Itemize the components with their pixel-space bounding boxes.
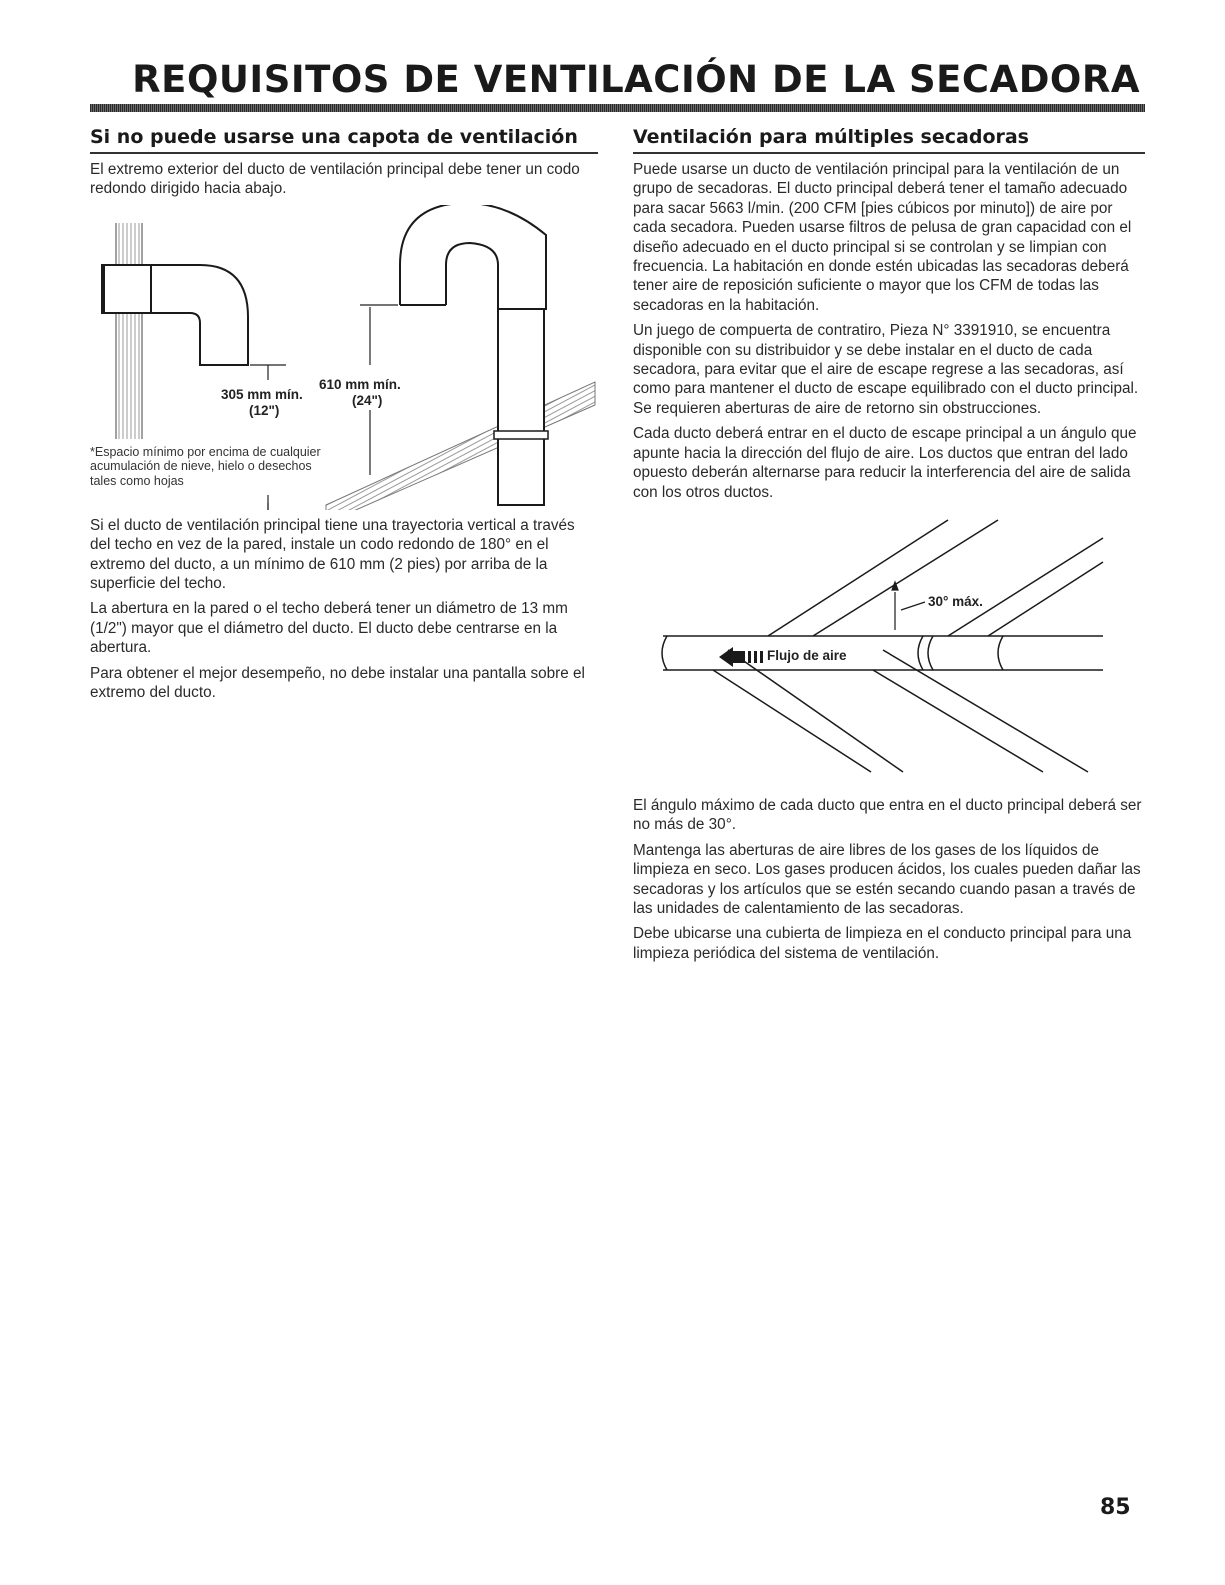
label-610-mm: 610 mm mín. xyxy=(319,376,401,392)
left-paragraph-1: Si el ducto de ventilación principal tiene una trayectoria vertical a través del techo en vez de la pared, instale un codo redondo de 180° en el extremo del ducto, a un mínimo de 610 mm (2 pies) por arriba de la superficie del techo. xyxy=(90,516,575,593)
left-paragraph-3: Para obtener el mejor desempeño, no debe instalar una pantalla sobre el extremo del ducto. xyxy=(90,664,585,702)
page-title: REQUISITOS DE VENTILACIÓN DE LA SECADORA xyxy=(132,58,1140,101)
title-rule xyxy=(90,104,1145,112)
right-paragraph-4: El ángulo máximo de cada ducto que entra en el ducto principal deberá ser no más de 30°. xyxy=(633,796,1142,834)
angle-label: 30° máx. xyxy=(928,593,983,609)
left-paragraph-2: La abertura en la pared o el techo deberá tener un diámetro de 13 mm (1/2") mayor que el diámetro del ducto. El ducto debe centrarse en la abertura. xyxy=(90,600,568,657)
left-intro: El extremo exterior del ducto de ventilación principal debe tener un codo redondo dirigido hacia abajo. xyxy=(90,161,580,198)
section-heading-multiple-dryers: Ventilación para múltiples secadoras xyxy=(633,126,1145,154)
section-heading-no-hood: Si no puede usarse una capota de ventilación xyxy=(90,126,598,154)
page-number: 85 xyxy=(1100,1495,1131,1520)
clearance-note: *Espacio mínimo por encima de cualquier acumulación de nieve, hielo o desechos tales como hojas xyxy=(90,444,321,488)
angle-callout xyxy=(892,582,925,630)
multiple-dryers-illustration xyxy=(633,510,1145,790)
right-column xyxy=(633,126,1145,969)
label-305-mm: 305 mm mín. xyxy=(221,386,303,402)
flow-arrow-icon xyxy=(719,647,763,667)
flow-label: Flujo de aire xyxy=(767,647,847,663)
right-paragraph-3: Cada ducto deberá entrar en el ducto de escape principal a un ángulo que apunte hacia la dirección del flujo de aire. Los ductos que entran del lado opuesto deberán alternarse para reducir la interferencia del aire de salida con los otros ductos. xyxy=(633,425,1137,501)
label-12-in: (12") xyxy=(249,402,280,418)
left-column xyxy=(90,126,598,708)
roof-stack-duct xyxy=(400,205,548,505)
vent-elbow-diagram xyxy=(90,205,598,510)
right-paragraph-6: Debe ubicarse una cubierta de limpieza en el conducto principal para una limpieza periódica del sistema de ventilación. xyxy=(633,925,1132,962)
right-paragraph-1: Puede usarse un ducto de ventilación principal para la ventilación de un grupo de secadoras. El ducto principal deberá tener el tamaño adecuado para sacar 5663 l/min. (200 CFM [pies cúbicos por minuto]) de aire por cada secadora. Pueden usarse filtros de pelusa de gran capacidad con el diseño adecuado en el ducto principal si se controlan y se limpian con frecuencia. La habitación en donde estén ubicadas las secadoras deberá tener aire de reposición suficiente o mayor que los CFM de todas las secadoras en la habitación. xyxy=(633,161,1132,314)
wall-shape xyxy=(116,223,142,439)
right-paragraph-5: Mantenga las aberturas de aire libres de los gases de los líquidos de limpieza en seco. Los gases producen ácidos, los cuales pueden dañar las secadoras y los artículos que se estén secando cuando pasan a través de las unidades de calentamiento de las secadoras. xyxy=(633,841,1141,917)
multiple-dryers-diagram xyxy=(633,510,1145,790)
right-paragraph-2: Un juego de compuerta de contratiro, Pieza N° 3391910, se encuentra disponible con su distribuidor y se debe instalar en el ducto de cada secadora, para evitar que el aire de escape regrese a las secadoras, así como para mantener el ducto de escape equilibrado con el ducto principal. Se requieren aberturas de aire de retorno sin obstrucciones. xyxy=(633,322,1139,417)
duct-lines xyxy=(662,520,1103,772)
label-24-in: (24") xyxy=(352,392,383,408)
